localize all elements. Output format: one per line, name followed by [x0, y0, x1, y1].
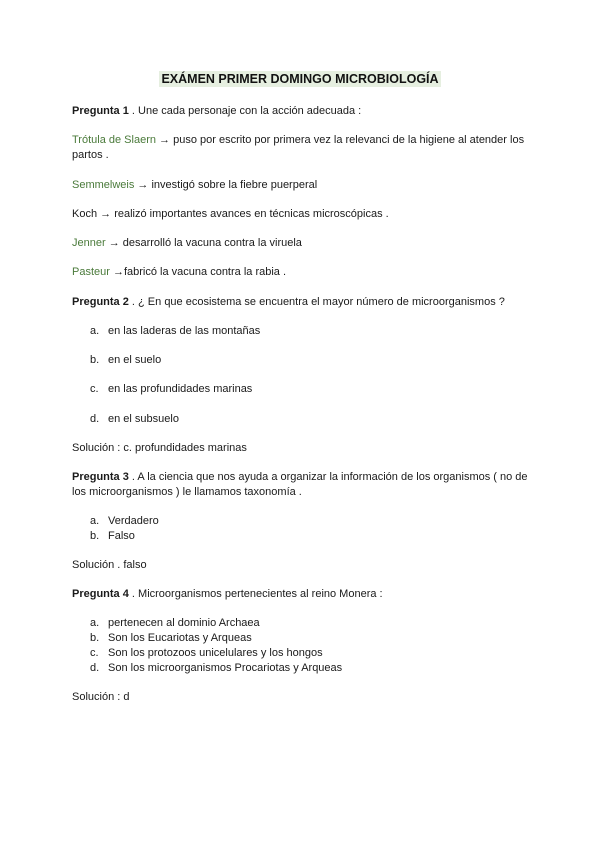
document-title: EXÁMEN PRIMER DOMINGO MICROBIOLOGÍA [161, 72, 439, 86]
match-item: Semmelweis → investigó sobre la fiebre puerperal [72, 179, 318, 191]
match-item: Trótula de Slaern → puso por escrito por primera vez la relevanci de la higiene al atender los partos . [72, 134, 525, 161]
solution-text: Solución : c. profundidades marinas [72, 442, 247, 454]
match-item: Pasteur →fabricó la vacuna contra la rabia . [72, 266, 287, 278]
match-item: Koch → realizó importantes avances en técnicas microscópicas . [72, 208, 389, 220]
solution-text: Solución . falso [72, 559, 147, 571]
answer-option: a. en las laderas de las montañas [90, 325, 261, 337]
answer-option: b. Falso [90, 530, 135, 542]
solution-text: Solución : d [72, 691, 130, 703]
question-1: Pregunta 1 . Une cada personaje con la acción adecuada : [72, 105, 362, 117]
match-item: Jenner → desarrolló la vacuna contra la viruela [72, 237, 302, 249]
answer-option: d. en el subsuelo [90, 413, 179, 425]
answer-option: c. Son los protozoos unicelulares y los hongos [90, 647, 323, 659]
question-4: Pregunta 4 . Microorganismos pertenecientes al reino Monera : [72, 588, 383, 600]
answer-option: a. pertenecen al dominio Archaea [90, 617, 260, 629]
question-2: Pregunta 2 . ¿ En que ecosistema se encuentra el mayor número de microorganismos ? [72, 296, 505, 308]
answer-option: d. Son los microorganismos Procariotas y Arqueas [90, 662, 343, 674]
answer-option: c. en las profundidades marinas [90, 383, 253, 395]
question-3: Pregunta 3 . A la ciencia que nos ayuda a organizar la información de los organismos ( no de los microorganismos ) le llamamos taxonomía . [72, 471, 528, 498]
answer-option: b. Son los Eucariotas y Arqueas [90, 632, 252, 644]
answer-option: a. Verdadero [90, 515, 159, 527]
answer-option: b. en el suelo [90, 354, 162, 366]
